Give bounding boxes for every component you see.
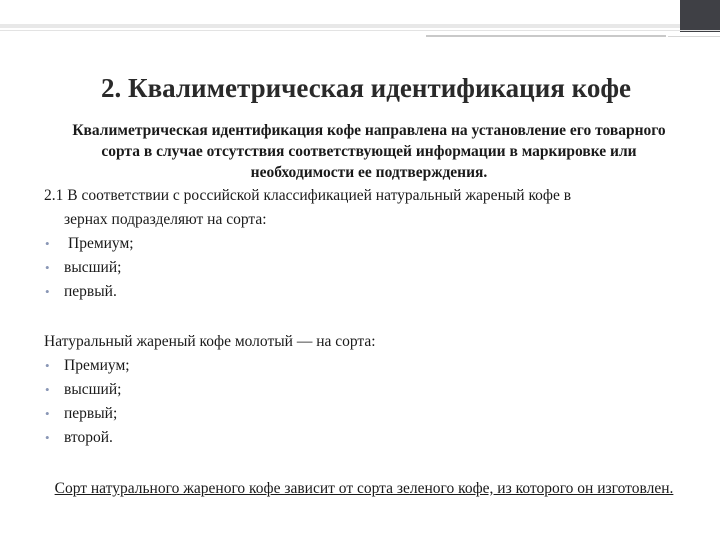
intro-text: Квалиметрическая идентификация кофе направлена на установление его товарного сорта в случае отсутствия соответствующей информации в маркировке или необходимости ее подтверждения.	[72, 122, 666, 181]
list-item: • Премиум;	[44, 232, 134, 256]
slide-title: 2. Квалиметрическая идентификация кофе	[101, 73, 631, 103]
top-decoration	[0, 0, 720, 40]
bullet-icon: •	[45, 284, 50, 299]
section1-list	[44, 232, 134, 304]
list-item: • первый.	[44, 280, 134, 304]
list-item: • высший;	[44, 378, 130, 402]
section1-paragraph	[44, 184, 684, 232]
bullet-icon: •	[45, 358, 50, 373]
section2-heading: Натуральный жареный кофе молотый — на сорта:	[44, 333, 376, 350]
bullet-icon: •	[45, 406, 50, 421]
bullet-icon: •	[45, 260, 50, 275]
list-item: • первый;	[44, 402, 130, 426]
bullet-icon: •	[45, 430, 50, 445]
bullet-icon: •	[45, 236, 50, 251]
list-item: • Премиум;	[44, 354, 130, 378]
list-item: • высший;	[44, 256, 134, 280]
section1-line1: 2.1 В соответствии с российской классификацией натуральный жареный кофе в	[44, 187, 572, 204]
corner-band	[680, 0, 720, 32]
footer-note: Сорт натурального жареного кофе зависит от сорта зеленого кофе, из которого он изготовлен.	[54, 480, 674, 497]
list-item: • второй.	[44, 426, 130, 450]
section2-list	[44, 354, 130, 450]
bullet-icon: •	[45, 382, 50, 397]
section1-line2: зернах подразделяют на сорта:	[64, 211, 267, 228]
